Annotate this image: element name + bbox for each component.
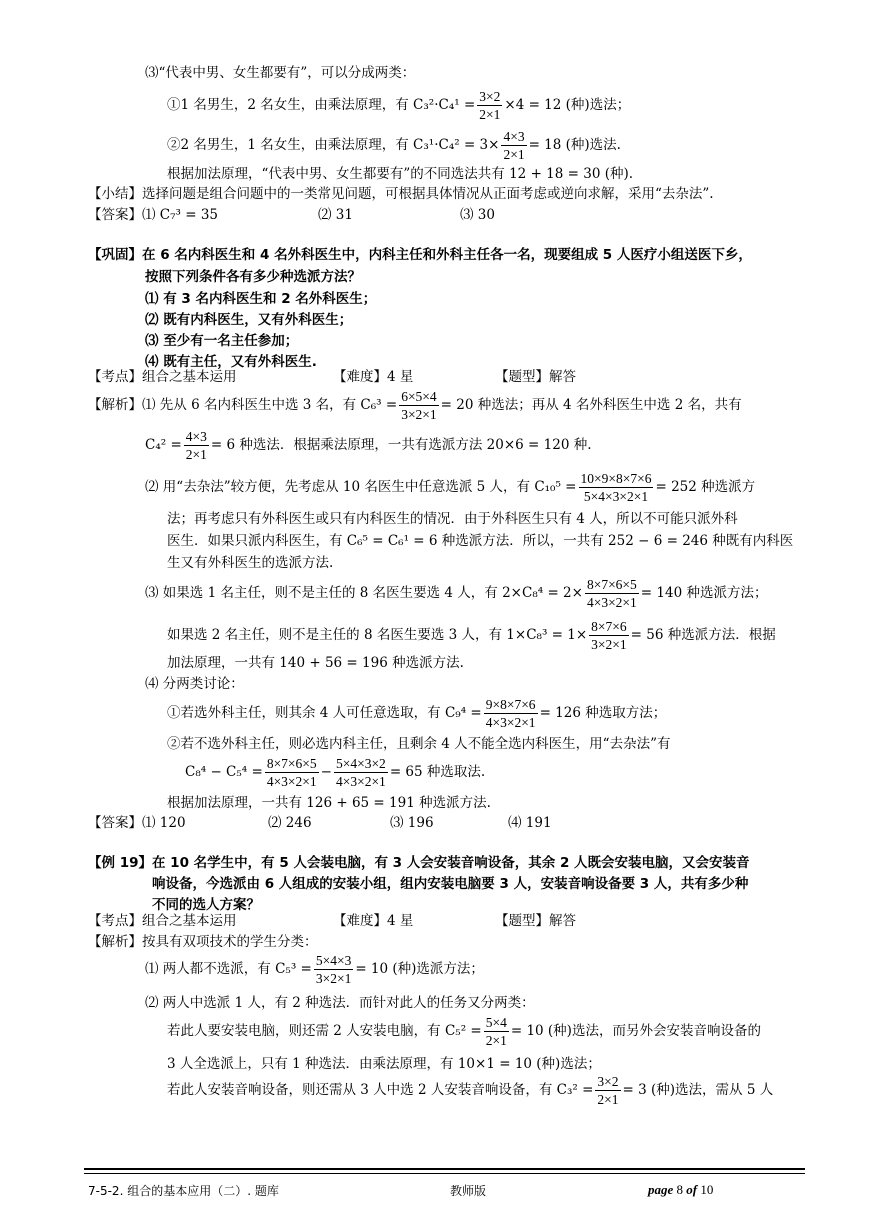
analysis-line: C₄² = $\frac{4\times 3}{2\times 1}$ = 6 种选法．根据乘法原理，一共有选派方法 20×6 = 120 种.	[145, 429, 592, 462]
summary: 【小结】选择问题是组合问题中的一类常见问题，可根据具体情况从正面考虑或逆向求解，采用“去杂法”.	[88, 186, 714, 202]
analysis-line: ⑵ 两人中选派 1 人，有 2 种选法．而针对此人的任务又分两类：	[145, 995, 535, 1011]
nandu: 【难度】4 星	[333, 913, 414, 929]
answer-3: ⑶ 196	[390, 815, 434, 831]
kaodian: 【考点】组合之基本运用	[88, 913, 237, 929]
analysis-line: 生又有外科医生的选派方法.	[167, 555, 334, 571]
text-line: ②2 名男生，1 名女生，由乘法原理，有 C₃¹·C₄² = 3× $\frac{4\times 3}{2\times 1}$ = 18 (种)选法.	[167, 129, 621, 162]
answer-2: ⑵ 246	[268, 815, 312, 831]
answer-3: ⑶ 30	[460, 207, 495, 223]
question-line: 按照下列条件各有多少种选派方法？	[145, 269, 361, 285]
analysis-line: ①若选外科主任，则其余 4 人可任意选取，有 C₉⁴ = $\frac{9\times 8\times 7\times 6}{4\times 3\times 2\times 1}$ = 126 种选取方法；	[167, 697, 667, 730]
tixing: 【题型】解答	[495, 369, 576, 385]
analysis-line: ⑵ 用“去杂法”较方便，先考虑从 10 名医生中任意选派 5 人，有 C₁₀⁵ = $\frac{10\times 9\times 8\times 7\times 6}{5\times 4\times 3\times 2\times 1}$ = 252 种选派方	[145, 471, 756, 504]
answer-2: ⑵ 31	[318, 207, 353, 223]
analysis-line: ⑶ 如果选 1 名主任，则不是主任的 8 名医生要选 4 人，有 2×C₈⁴ = 2× $\frac{8\times 7\times 6\times 5}{4\times 3\times 2\times 1}$ = 140 种选派方法；	[145, 577, 768, 610]
answer-1: 【答案】⑴ 120	[88, 815, 186, 831]
analysis-line: 3 人全选派上，只有 1 种选法．由乘法原理，有 10×1 = 10 (种)选法；	[167, 1056, 601, 1072]
answer-1: 【答案】⑴ C₇³ = 35	[88, 207, 219, 223]
analysis-line: 【解析】⑴ 先从 6 名内科医生中选 3 名，有 C₆³ = $\frac{6\times 5\times 4}{3\times 2\times 1}$ = 20 种选法；再从 4 名外科医生中选 2 名，共有	[88, 389, 742, 422]
analysis-line: 若此人要安装电脑，则还需 2 人安装电脑，有 C₅² = $\frac{5\times 4}{2\times 1}$ = 10 (种)选法，而另外会安装音响设备的	[167, 1015, 761, 1048]
analysis-line: 根据加法原理，一共有 126 + 65 = 191 种选派方法.	[167, 795, 491, 811]
text-line: 根据加法原理，“代表中男、女生都要有”的不同选法共有 12 + 18 = 30 (种).	[167, 166, 634, 182]
example-title: 【例 19】在 10 名学生中，有 5 人会装电脑，有 3 人会安装音响设备，其余 2 人既会安装电脑，又会安装音	[88, 855, 750, 871]
analysis-line: ⑴ 两人都不选派，有 C₅³ = $\frac{5\times 4\times 3}{3\times 2\times 1}$ = 10 (种)选派方法；	[145, 953, 484, 986]
analysis-line: C₈⁴ − C₅⁴ = $\frac{8\times 7\times 6\times 5}{4\times 3\times 2\times 1}$ − $\frac{5\times 4\times 3\times 2}{4\times 3\times 2\times 1}$ = 65 种选取法.	[185, 756, 486, 789]
question-item: ⑷ 既有主任，又有外科医生.	[145, 354, 317, 370]
kaodian: 【考点】组合之基本运用	[88, 369, 237, 385]
example-line: 不同的选人方案？	[152, 897, 260, 913]
question-item: ⑵ 既有内科医生，又有外科医生；	[145, 312, 353, 328]
footer-rule-thick	[84, 1168, 805, 1170]
analysis-line: 加法原理，一共有 140 + 56 = 196 种选派方法.	[167, 655, 464, 671]
example-line: 响设备，今选派由 6 人组成的安装小组，组内安装电脑要 3 人，安装音响设备要 3 人，共有多少种	[152, 876, 749, 892]
question-item: ⑶ 至少有一名主任参加；	[145, 333, 299, 349]
footer-rule-thin	[84, 1173, 805, 1174]
answer-4: ⑷ 191	[508, 815, 552, 831]
analysis-line: 【解析】按具有双项技术的学生分类：	[88, 934, 318, 950]
analysis-line: 医生．如果只派内科医生，有 C₆⁵ = C₆¹ = 6 种选派方法．所以，一共有 252 − 6 = 246 种既有内科医	[167, 533, 794, 549]
analysis-line: ⑷ 分两类讨论：	[145, 676, 244, 692]
analysis-line: ②若不选外科主任，则必选内科主任，且剩余 4 人不能全选内科医生，用“去杂法”有	[167, 736, 671, 752]
footer-left: 7-5-2. 组合的基本应用（二）. 题库	[88, 1184, 279, 1198]
text-line: ⑶“代表中男、女生都要有”，可以分成两类：	[145, 65, 416, 81]
nandu: 【难度】4 星	[333, 369, 414, 385]
page-number: page 8 of 10	[648, 1182, 714, 1197]
question-item: ⑴ 有 3 名内科医生和 2 名外科医生；	[145, 291, 377, 307]
text-line: ①1 名男生，2 名女生，由乘法原理，有 C₃²·C₄¹ = $\frac{3\times 2}{2\times 1}$ ×4 = 12 (种)选法；	[167, 89, 631, 122]
analysis-line: 如果选 2 名主任，则不是主任的 8 名医生要选 3 人，有 1×C₈³ = 1× $\frac{8\times 7\times 6}{3\times 2\times 1}$ = 56 种选派方法．根据	[167, 619, 776, 652]
analysis-line: 法；再考虑只有外科医生或只有内科医生的情况．由于外科医生只有 4 人，所以不可能只派外科	[167, 511, 738, 527]
analysis-line: 若此人安装音响设备，则还需从 3 人中选 2 人安装音响设备，有 C₃² = $\frac{3\times 2}{2\times 1}$ = 3 (种)选法，需从 5 人	[167, 1074, 774, 1107]
question-title: 【巩固】在 6 名内科医生和 4 名外科医生中，内科主任和外科主任各一名，现要组成 5 人医疗小组送医下乡，	[88, 247, 752, 263]
tixing: 【题型】解答	[495, 913, 576, 929]
footer-center: 教师版	[450, 1184, 487, 1198]
